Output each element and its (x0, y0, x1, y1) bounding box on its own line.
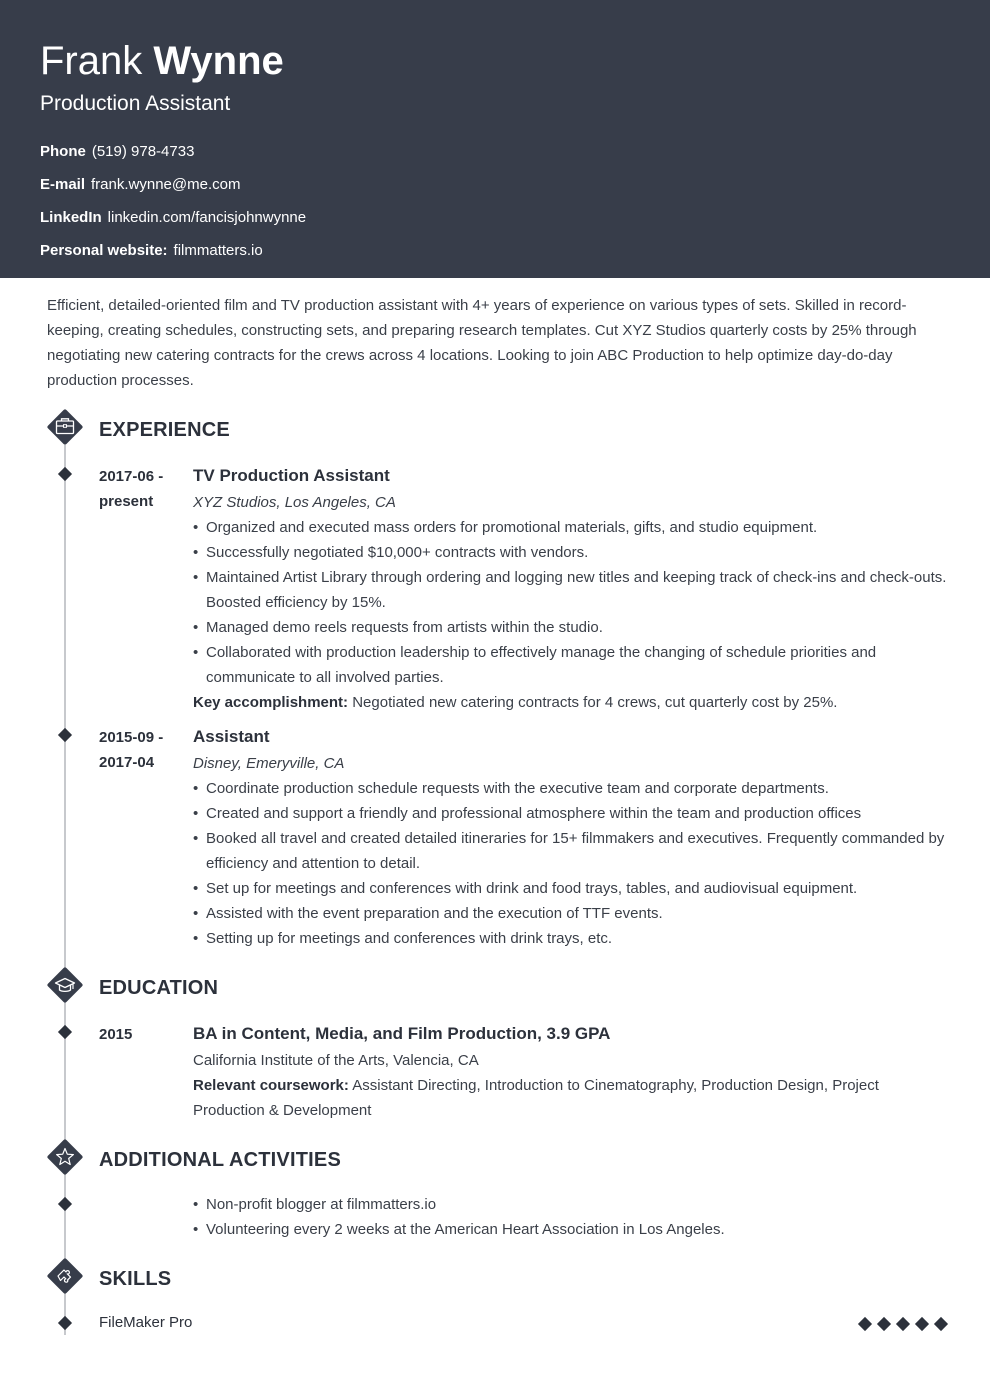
accomplishment-text: Negotiated new catering contracts for 4 crews, cut quarterly cost by 25%. (352, 694, 838, 711)
list-item: • Created and support a friendly and professional atmosphere within the team and production offices (193, 801, 953, 826)
graduation-cap-icon (44, 964, 86, 1006)
relevant-coursework (193, 1073, 903, 1123)
list-item: • Coordinate production schedule requests with the executive team and corporate departments. (193, 776, 953, 801)
contact-value[interactable]: filmmatters.io (173, 242, 263, 259)
section-heading-education: EDUCATION (99, 977, 219, 999)
education-year: 2015 (99, 1026, 133, 1043)
timeline-marker (58, 728, 72, 742)
job-company: XYZ Studios, Los Angeles, CA (193, 494, 396, 511)
candidate-job-title: Production Assistant (40, 92, 231, 115)
job-title: TV Production Assistant (193, 466, 390, 485)
timeline-marker (58, 1197, 72, 1211)
contact-value[interactable]: linkedin.com/fancisjohnwynne (107, 209, 307, 226)
star-icon (44, 1136, 86, 1178)
contact-linkedin (40, 209, 306, 227)
resume-header (0, 0, 990, 278)
skill-name: FileMaker Pro (99, 1314, 193, 1331)
puzzle-icon (44, 1255, 86, 1297)
date-start: 2015-09 - (99, 729, 164, 746)
list-item: • Managed demo reels requests from artists within the studio. (193, 615, 953, 640)
list-item: • Set up for meetings and conferences with drink and food trays, tables, and audiovisual equipment. (193, 876, 953, 901)
contact-email (40, 176, 240, 194)
list-item: • Volunteering every 2 weeks at the American Heart Association in Los Angeles. (193, 1217, 953, 1242)
contact-phone (40, 143, 194, 161)
degree-title: BA in Content, Media, and Film Production, 3.9 GPA (193, 1024, 611, 1043)
first-name: Frank (40, 39, 143, 83)
candidate-name (40, 38, 284, 84)
date-end: present (99, 493, 154, 510)
job-responsibilities (193, 515, 953, 690)
list-item: • Maintained Artist Library through ordering and logging new titles and keeping track of check-ins and check-outs. Boosted efficiency by 15%. (193, 565, 953, 615)
contact-label: LinkedIn (40, 209, 102, 226)
contact-value: (519) 978-4733 (91, 143, 195, 160)
timeline-marker (58, 1316, 72, 1330)
briefcase-icon (44, 406, 86, 448)
job-date-range (99, 725, 189, 775)
timeline-marker (58, 1025, 72, 1039)
section-heading-skills: SKILLS (99, 1268, 172, 1290)
school-name: California Institute of the Arts, Valencia, CA (193, 1052, 479, 1069)
list-item: • Organized and executed mass orders for promotional materials, gifts, and studio equipment. (193, 515, 953, 540)
contact-website (40, 242, 263, 260)
skill-rating-diamond (858, 1317, 872, 1331)
list-item: • Collaborated with production leadership to effectively manage the changing of schedule priorities and communicate to all involved parties. (193, 640, 953, 690)
list-item: • Non-profit blogger at filmmatters.io (193, 1192, 953, 1217)
last-name: Wynne (153, 39, 284, 83)
section-heading-experience: EXPERIENCE (99, 419, 230, 441)
accomplishment-label: Key accomplishment: (193, 694, 349, 711)
contact-label: E-mail (40, 176, 86, 193)
list-item: • Booked all travel and created detailed itineraries for 15+ filmmakers and executives. Frequently commanded by efficiency and attention to detail. (193, 826, 953, 876)
profile-summary: Efficient, detailed-oriented film and TV production assistant with 4+ years of experience on various types of sets. Skilled in record-keeping, creating schedules, constructing sets, and preparing research templates. Cut XYZ Studios quarterly costs by 25% through negotiating new catering contracts for the crews across 4 locations. Looking to join ABC Production to help optimize day-do-day production processes. (47, 297, 917, 389)
list-item: • Successfully negotiated $10,000+ contracts with vendors. (193, 540, 953, 565)
job-responsibilities (193, 776, 953, 951)
skill-rating-diamond (934, 1317, 948, 1331)
date-end: 2017-04 (99, 754, 155, 771)
timeline-marker (58, 467, 72, 481)
skill-rating-diamond (915, 1317, 929, 1331)
skill-rating (858, 1317, 948, 1333)
contact-label: Personal website: (40, 242, 168, 259)
contact-value[interactable]: frank.wynne@me.com (91, 176, 241, 193)
job-title: Assistant (193, 727, 270, 746)
skill-rating-diamond (877, 1317, 891, 1331)
coursework-text: Assistant Directing, Introduction to Cinematography, Production Design, Project Production & Development (193, 1077, 879, 1119)
key-accomplishment (193, 690, 953, 715)
section-heading-activities: ADDITIONAL ACTIVITIES (99, 1149, 341, 1171)
job-date-range (99, 464, 189, 514)
contact-label: Phone (40, 143, 86, 160)
list-item: • Assisted with the event preparation and the execution of TTF events. (193, 901, 953, 926)
list-item: • Setting up for meetings and conferences with drink trays, etc. (193, 926, 953, 951)
date-start: 2017-06 - (99, 468, 164, 485)
job-company: Disney, Emeryville, CA (193, 755, 345, 772)
coursework-label: Relevant coursework: (193, 1077, 349, 1094)
skill-rating-diamond (896, 1317, 910, 1331)
activities-list (193, 1192, 953, 1242)
